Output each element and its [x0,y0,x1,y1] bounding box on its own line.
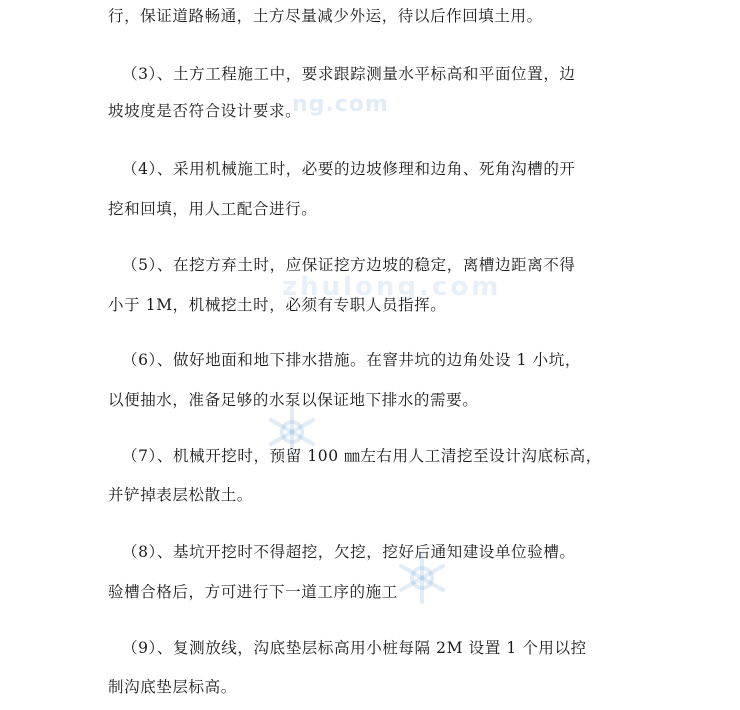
paragraph-7-line-2: 并铲掉表层松散土。 [108,486,253,504]
paragraph-9-line-2: 制沟底垫层标高。 [108,678,237,696]
paragraph-4-line-1: （4）、采用机械施工时，必要的边坡修理和边角、死角沟槽的开 [122,160,576,178]
paragraph-6-line-1: （6）、做好地面和地下排水措施。在窨井坑的边角处设 1 小坑， [122,351,581,369]
paragraph-6-line-2: 以便抽水，准备足够的水泵以保证地下排水的需要。 [108,391,479,409]
paragraph-8-line-2: 验槽合格后，方可进行下一道工序的施工 [108,583,398,601]
paragraph-5-line-1: （5）、在挖方弃土时，应保证挖方边坡的稳定，离槽边距离不得 [122,256,576,274]
paragraph-5-line-2: 小于 1M，机械挖土时，必须有专职人员指挥。 [108,296,447,314]
paragraph-4-line-2: 挖和回填，用人工配合进行。 [108,200,318,218]
watermark-text-top: ng.com [292,92,389,117]
paragraph-7-line-1: （7）、机械开挖时，预留 100 ㎜左右用人工清挖至设计沟底标高， [122,447,602,465]
paragraph-3-line-1: （3）、土方工程施工中，要求跟踪测量水平标高和平面位置，边 [122,65,576,83]
paragraph-9-line-1: （9）、复测放线，沟底垫层标高用小桩每隔 2M 设置 1 个用以控 [122,639,587,657]
watermark-text-middle: zhulong.com [282,272,502,302]
paragraph-3-line-2: 坡坡度是否符合设计要求。 [108,102,302,120]
paragraph-8-line-1: （8）、基坑开挖时不得超挖，欠挖，挖好后通知建设单位验槽。 [122,543,576,561]
paragraph-continuation-line: 行，保证道路畅通，土方尽量减少外运，待以后作回填土用。 [108,7,543,25]
